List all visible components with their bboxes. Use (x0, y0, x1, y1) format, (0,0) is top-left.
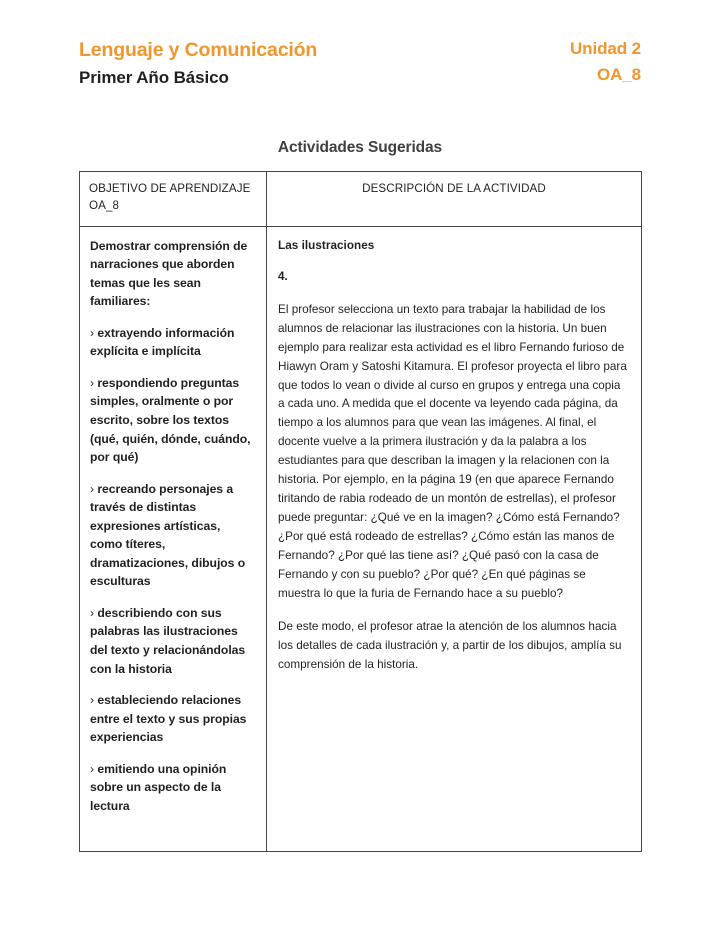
objective-bullet-text: emitiendo una opinión sobre un aspecto de la lectura (90, 761, 227, 813)
objective-bullet-item (90, 324, 255, 361)
objective-bullet-item (90, 480, 255, 591)
bullet-marker-icon: › (90, 481, 95, 496)
oa-code-label: OA_8 (596, 65, 641, 85)
column-header-objective: OBJETIVO DE APRENDIZAJE OA_8 (80, 172, 267, 227)
objective-bullet-item (90, 604, 255, 678)
column-header-description: DESCRIPCIÓN DE LA ACTIVIDAD (267, 172, 642, 227)
header-left-block (79, 38, 317, 89)
bullet-marker-icon: › (90, 375, 95, 390)
activity-number: 4. (278, 270, 288, 284)
grade-title: Primer Año Básico (79, 67, 229, 87)
bullet-marker-icon: › (90, 693, 95, 708)
objective-bullet-item (90, 691, 255, 747)
activity-paragraph: El profesor selecciona un texto para trabajar la habilidad de los alumnos de relacionar las ilustraciones con la historia. Un buen ejemplo para realizar esta actividad es el libro Fernando furioso de Hiawyn Oram y Satoshi Kitamura. El profesor proyecta el libro para que todos lo vean o divide al curso en grupos y entrega una copia a cada uno. A medida que el docente va leyendo cada página, da tiempo a los alumnos para que vean las imágenes. Al final, el docente vuelve a la primera ilustración y da la palabra a los estudiantes para que describan la imagen y la relacionen con la historia. Por ejemplo, en la página 19 (en que aparece Fernando tiritando de rabia rodeado de un montón de estrellas), el profesor puede preguntar: ¿Qué ve en la imagen? ¿Cómo está Fernando? ¿Por qué está rodeado de estrellas? ¿Cómo están las manos de Fernando? ¿Por qué las tiene así? ¿Qué pasó con la casa de Fernando y con su pueblo? ¿Por qué? ¿En qué páginas se muestra lo que la furia de Fernando hace a su pueblo? (278, 302, 627, 600)
objective-bullet-text: extrayendo información explícita e implícita (90, 325, 235, 359)
activity-table (79, 171, 642, 852)
subject-title: Lenguaje y Comunicación (79, 39, 318, 61)
objective-bullet-item (90, 760, 255, 816)
activity-paragraph: De este modo, el profesor atrae la atención de los alumnos hacia los detalles de cada ilustración y, a partir de los dibujos, amplía su comprensión de la historia. (278, 619, 622, 671)
objective-intro: Demostrar comprensión de narraciones que aborden temas que les sean familiares: (90, 238, 248, 309)
document-header (79, 38, 641, 89)
objective-bullet-text: describiendo con sus palabras las ilustraciones del texto y relacionándolas con la historia (90, 605, 246, 676)
bullet-marker-icon: › (90, 605, 95, 620)
description-cell (267, 226, 642, 851)
objective-bullet-text: estableciendo relaciones entre el texto y sus propias experiencias (90, 693, 247, 745)
unit-label: Unidad 2 (570, 39, 641, 58)
header-right-block (570, 38, 641, 87)
objective-cell (80, 226, 267, 851)
bullet-marker-icon: › (90, 761, 95, 776)
objective-bullet-text: recreando personajes a través de distintas expresiones artísticas, como títeres, dramatizaciones, dibujos o esculturas (90, 481, 246, 589)
bullet-marker-icon: › (90, 325, 95, 340)
table-header-row (80, 172, 642, 227)
page-title: Actividades Sugeridas (277, 139, 443, 156)
activity-heading: Las ilustraciones (278, 238, 375, 252)
objective-bullet-text: respondiendo preguntas simples, oralmente o por escrito, sobre los textos (qué, quién, dónde, cuándo, por qué) (90, 375, 251, 465)
table-row (80, 226, 642, 851)
objective-bullet-item (90, 374, 255, 467)
